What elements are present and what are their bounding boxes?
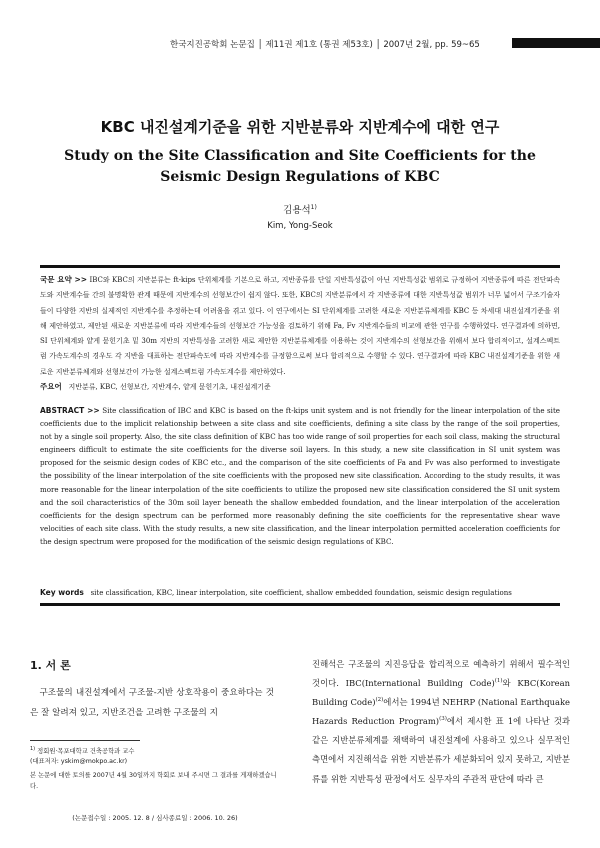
title-english: Study on the Site Classification and Site Coefficients for the Seismic Design Regulations of KBC [64, 148, 536, 185]
footnote-affiliation-text: 정회원·목포대학교 건축공학과 교수 [37, 748, 135, 756]
abstract-korean-text: IBC와 KBC의 지반분류는 ft-kips 단위체계를 기본으로 하고, 지반종류를 단일 지반특성값이 아닌 지반특성값 범위로 규정하여 지반종류에 따른 전단파속도와 지반계수들 간의 불명확한 관계 때문에 지반계수의 선형보간이 쉽지 않다. 또한, KBC의 지반분류에서 각 지반종류에 대한 지반특성값 범위가 너무 넓어서 구조기술자들이 다양한 지반의 실제적인 지반계수를 추정하는데 어려움을 겪고 있다. 이 연구에서는 SI 단위체계를 고려한 새로운 지반분류체계를 KBC 등 차세대 내진설계기준을 위해 제안하였고, 제안된 새로운 지반분류에 따라 지반계수들의 선형보간 가능성을 검토하기 위해 Fa, Fv 지반계수들의 비교에 관한 연구를 수행하였다. 연구결과에 의하면, SI 단위체계와 얕게 묻힌기초 밑 30m 지반의 지반특성을 고려한 새로 제안한 지반분류체계를 이용하는 것이 지반계수의 선형보간을 위해서 보다 합리적이고, 설계스펙트럼 가속도계수의 경우도 각 지반을 대표하는 전단파속도에 따라 지반계수를 규정함으로써 보다 합리적으로 수행할 수 있다. 연구결과에 따라 KBC 내진설계기준을 위한 새로운 지반분류체계와 선형보간이 가능한 설계스펙트럼 가속도계수를 제안하였다. [40, 276, 560, 376]
body-right-text-1: 진해석은 구조물의 지진응답을 합리적으로 예측하기 위해서 필수적인 것이다. IBC(International Building Code) [312, 659, 570, 689]
footnote-contact: (대표저자: yskim@mokpo.ac.kr) [30, 758, 128, 765]
abstract-korean-label: 국문 요약 >> [40, 275, 88, 284]
author-name-english: Kim, Yong-Seok [267, 221, 333, 231]
footnote-rule [30, 740, 140, 741]
abstract-english-label: ABSTRACT >> [40, 406, 100, 415]
body-right-text-2: 와 KBC(Korean Building Code) [312, 678, 570, 708]
body-left-text: 구조물의 내진설계에서 구조물-지반 상호작용이 중요하다는 것은 잘 알려져 있고, 지반조건을 고려한 구조물의 지 [30, 688, 274, 718]
abstract-top-rule [40, 265, 560, 268]
title-korean: KBC 내진설계기준을 위한 지반분류와 지반계수에 대한 연구 [100, 118, 500, 136]
keywords-english-text: site classification, KBC, linear interpolation, site coefficient, shallow embedded foundation, seismic design regulations [90, 589, 512, 597]
section-heading: 1. 서 론 [30, 659, 71, 672]
header-bar [512, 38, 600, 48]
keywords-korean [40, 381, 560, 393]
citation-3: (3) [439, 716, 447, 723]
body-left-column [30, 684, 274, 723]
footnote-dates: (논문접수일 : 2005. 12. 8 / 심사종료일 : 2006. 10. 26) [72, 814, 238, 822]
abstract-korean [40, 272, 560, 380]
footnote-discussion: 본 논문에 대한 토의를 2007년 4월 30일까지 학회로 보내 주시면 그 결과를 게재하겠습니다. [30, 772, 277, 790]
author-name-korean [0, 202, 600, 216]
abstract-bottom-rule [40, 603, 560, 606]
keywords-korean-text: 지반분류, KBC, 선형보간, 지반계수, 얕게 묻힌기초, 내진설계기준 [68, 383, 271, 391]
author-footnote-mark: 1) [310, 203, 317, 211]
abstract-english-text: Site classification of IBC and KBC is based on the ft-kips unit system and is not friendly for the linear interpolation of the site coefficients due to the implicit relationship between a site class and site coefficients, defining a site class by the range of the soil properties, not by a single soil property. Also, the site class definition of KBC has too wide range of soil properties for each soil class, making the structural engineers difficult to estimate the site coefficients for the diverse soil layers. In this study, a new site classification in SI unit system was proposed for the seismic design codes of KBC etc., and the comparison of the site coefficients of Fa and Fv was also performed to investigate the possibility of the linear interpolation of the site coefficients with the proposed new site classification. According to the study results, it was more reasonable for the linear interpolation of the site coefficients to utilize the proposed new site classification considered the SI unit system and the soil characteristics of the 30m soil layer beneath the shallow embedded foundation, and the linear interpolation of the acceleration coefficients for the design spectrum can be performed more reasonably defining the site coefficients for the representative shear wave velocities of each site class. With the study results, a new site classification, and the linear interpolation permitted acceleration coefficients for the design spectrum were proposed for the modification of the seismic design regulations of KBC. [40, 406, 560, 546]
running-header: 한국지진공학회 논문집 │ 제11권 제1호 (통권 제53호) │ 2007년 2월, pp. 59~65 [170, 40, 480, 50]
abstract-english [40, 404, 560, 548]
keywords-korean-label: 주요어 [40, 382, 62, 391]
body-right-text-4: 에서 제시한 표 1에 나타난 것과 같은 지반분류체계를 채택하여 내진설계에 사용하고 있으나 실무적인 측면에서 지진해석을 위한 지반분류가 세분화되어 있지 못하고, 지반분류를 위한 지반특성 판정에서도 실무자의 주관적 판단에 따라 큰 [312, 716, 571, 784]
body-right-column [312, 655, 570, 789]
citation-1: (1) [494, 678, 503, 685]
citation-2: (2) [375, 697, 384, 704]
footnote-mark: 1) [30, 746, 36, 752]
keywords-english [40, 587, 560, 599]
keywords-english-label: Key words [40, 588, 84, 597]
body-right-text-3: 에서는 1994년 NEHRP (National Earthquake Hazards Reduction Program) [312, 697, 570, 727]
author-name: 김용석 [283, 205, 311, 216]
